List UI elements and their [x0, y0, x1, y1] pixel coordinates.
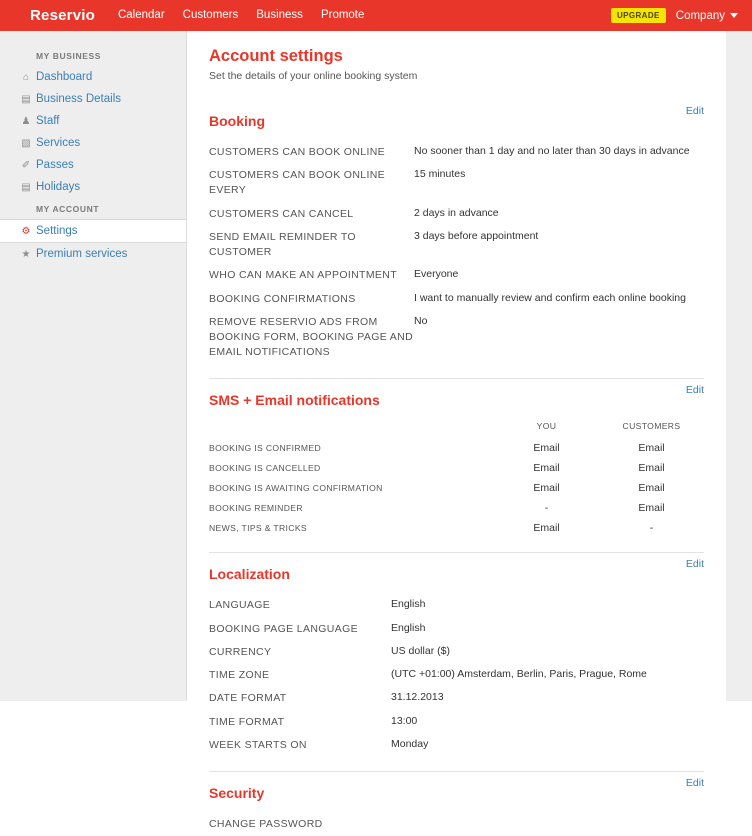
sidebar-item-label: Services — [36, 137, 81, 149]
row-value: 3 days before appointment — [414, 229, 539, 242]
row-label: TIME ZONE — [209, 669, 270, 682]
row-label: REMOVE RESERVIO ADS FROM BOOKING FORM, BOOKING PAGE AND EMAIL NOTIFICATIONS — [209, 315, 414, 359]
table-row — [209, 478, 704, 498]
table-row — [209, 311, 704, 365]
home-icon: ⌂ — [22, 71, 30, 83]
row-value-you: Email — [533, 462, 560, 475]
row-value: Everyone — [414, 268, 459, 281]
column-header-blank — [209, 420, 494, 438]
tag-icon: ✐ — [21, 159, 31, 171]
page-title: Account settings — [209, 47, 343, 65]
row-label: CUSTOMERS CAN CANCEL — [209, 207, 354, 220]
row-value: 15 minutes — [414, 168, 466, 181]
brand-logo[interactable]: Reservio — [30, 7, 95, 24]
section-notifications — [209, 378, 704, 538]
row-value: I want to manually review and confirm each online booking — [414, 291, 686, 304]
row-label: CUSTOMERS CAN BOOK ONLINE EVERY — [209, 169, 386, 197]
sidebar-item-holidays[interactable] — [0, 176, 186, 198]
sidebar-group-heading-my-business: MY BUSINESS — [36, 51, 102, 61]
notifications-table — [209, 420, 704, 538]
company-menu-label: Company — [675, 9, 725, 22]
row-label: BOOKING REMINDER — [209, 503, 303, 514]
row-label: SEND EMAIL REMINDER TO CUSTOMER — [209, 230, 356, 259]
row-value — [391, 813, 704, 836]
sidebar-item-business-details[interactable] — [0, 88, 186, 110]
table-row — [209, 288, 704, 311]
table-row — [209, 264, 704, 287]
edit-localization-link[interactable]: Edit — [685, 558, 704, 571]
edit-booking-link[interactable]: Edit — [685, 105, 704, 117]
row-label: LANGUAGE — [209, 599, 271, 612]
row-label: BOOKING IS CONFIRMED — [209, 443, 322, 454]
row-value-customers: Email — [638, 462, 665, 475]
table-header-row — [209, 420, 704, 438]
security-table — [209, 813, 704, 836]
sidebar-item-label: Dashboard — [36, 71, 93, 83]
section-booking — [209, 100, 704, 364]
row-label: NEWS, TIPS & TRICKS — [209, 523, 308, 534]
sidebar-item-passes[interactable] — [0, 154, 186, 176]
sidebar-item-services[interactable] — [0, 132, 186, 154]
edit-notifications-link[interactable]: Edit — [685, 384, 704, 397]
table-row — [209, 498, 704, 518]
row-value: No — [414, 314, 428, 327]
row-value: 2 days in advance — [414, 206, 499, 219]
nav-link-calendar[interactable]: Calendar — [117, 9, 165, 21]
table-row — [209, 734, 704, 757]
nav-link-promote[interactable]: Promote — [320, 9, 365, 21]
row-value: Monday — [391, 737, 429, 750]
table-row — [209, 518, 704, 538]
row-label: CUSTOMERS CAN BOOK ONLINE — [209, 146, 386, 158]
booking-settings-table — [209, 141, 704, 364]
sidebar-item-staff[interactable] — [0, 110, 186, 132]
row-label: BOOKING IS AWAITING CONFIRMATION — [209, 483, 383, 494]
row-value-you: Email — [533, 482, 560, 495]
main-content — [186, 31, 726, 830]
row-label: CHANGE PASSWORD — [209, 817, 323, 830]
column-header-you: YOU — [536, 421, 557, 432]
page-subtitle: Set the details of your online booking system — [209, 70, 418, 82]
table-row — [209, 687, 704, 710]
table-row — [209, 226, 704, 264]
section-security — [209, 771, 704, 836]
gear-icon: ⚙ — [21, 225, 31, 237]
row-value: English — [391, 621, 426, 634]
row-value: (UTC +01:00) Amsterdam, Berlin, Paris, Prague, Rome — [391, 668, 647, 681]
table-row — [209, 141, 704, 164]
nav-link-customers[interactable]: Customers — [182, 9, 239, 21]
row-value: 13:00 — [391, 714, 418, 727]
section-localization — [209, 552, 704, 757]
column-header-customers: CUSTOMERS — [622, 421, 681, 432]
chevron-down-icon — [730, 13, 738, 18]
sidebar-item-label: Premium services — [36, 248, 128, 260]
table-row — [209, 458, 704, 478]
row-label: CURRENCY — [209, 645, 272, 658]
table-row — [209, 641, 704, 664]
row-value: 31.12.2013 — [391, 691, 444, 704]
table-row — [209, 594, 704, 617]
row-label: DATE FORMAT — [209, 692, 287, 705]
sidebar-item-label: Staff — [36, 115, 60, 127]
row-value-customers: - — [649, 522, 654, 535]
upgrade-badge[interactable]: UPGRADE — [611, 8, 666, 23]
row-value-customers: Email — [638, 442, 665, 455]
nav-link-business[interactable]: Business — [256, 9, 303, 21]
table-row — [209, 164, 704, 202]
row-value: US dollar ($) — [391, 644, 450, 657]
calendar-icon: ▤ — [21, 181, 31, 193]
building-icon: ▤ — [21, 93, 31, 105]
edit-security-link[interactable]: Edit — [685, 776, 704, 789]
localization-table — [209, 594, 704, 757]
sidebar-item-dashboard[interactable] — [0, 66, 186, 88]
person-icon: ♟ — [21, 115, 31, 127]
sidebar-item-label: Holidays — [36, 181, 81, 193]
table-row — [209, 813, 704, 836]
row-value: English — [391, 598, 426, 611]
row-label: BOOKING IS CANCELLED — [209, 463, 321, 474]
sidebar-item-settings[interactable] — [0, 219, 186, 243]
row-value-customers: Email — [638, 502, 665, 515]
row-label: WHO CAN MAKE AN APPOINTMENT — [209, 269, 397, 282]
sidebar-item-premium-services[interactable] — [0, 243, 186, 265]
section-title-localization: Localization — [209, 566, 290, 583]
sidebar-item-label: Settings — [36, 225, 78, 237]
top-nav-right-group — [611, 8, 742, 23]
section-title-notifications: SMS + Email notifications — [209, 392, 380, 409]
section-title-security: Security — [209, 784, 265, 801]
sidebar-item-label: Passes — [36, 159, 74, 171]
sidebar-item-label: Business Details — [36, 93, 122, 105]
row-label: BOOKING PAGE LANGUAGE — [209, 622, 358, 635]
row-value-you: Email — [533, 442, 560, 455]
row-value-you: - — [544, 502, 549, 515]
row-label: BOOKING CONFIRMATIONS — [209, 292, 356, 305]
sidebar-group-heading-my-account: MY ACCOUNT — [36, 204, 100, 214]
section-title-booking: Booking — [209, 113, 265, 129]
top-navigation-bar — [0, 0, 752, 31]
row-value-customers: Email — [638, 482, 665, 495]
sidebar — [0, 31, 186, 701]
table-row — [209, 438, 704, 458]
company-menu[interactable] — [676, 10, 738, 22]
table-row — [209, 664, 704, 687]
table-row — [209, 203, 704, 226]
table-row — [209, 618, 704, 641]
row-value: No sooner than 1 day and no later than 30 days in advance — [414, 145, 690, 157]
row-value-you: Email — [533, 522, 560, 535]
row-label: TIME FORMAT — [209, 715, 285, 728]
star-icon: ★ — [21, 248, 31, 260]
table-row — [209, 711, 704, 734]
list-icon: ▧ — [21, 137, 31, 149]
row-label: WEEK STARTS ON — [209, 738, 307, 751]
